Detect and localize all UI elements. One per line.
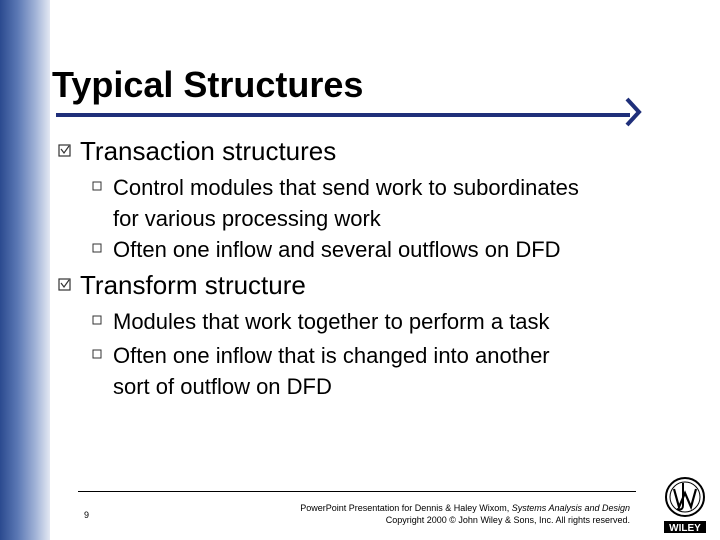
logo-wordmark: WILEY — [669, 523, 701, 534]
sub-bullet-line: Often one inflow that is changed into another — [113, 343, 550, 368]
footer-credits — [300, 502, 630, 526]
slide-title: Typical Structures — [52, 64, 364, 105]
footer-copyright: Copyright 2000 © John Wiley & Sons, Inc. All rights reserved. — [385, 515, 630, 525]
wiley-logo — [662, 475, 708, 535]
square-bullet-icon — [92, 181, 102, 191]
footer-credit-prefix: PowerPoint Presentation for Dennis & Haley Wixom, — [300, 503, 512, 513]
sub-bullet-line: Modules that work together to perform a task — [113, 309, 550, 334]
page-number: 9 — [84, 510, 90, 520]
square-bullet-icon — [92, 349, 102, 359]
left-gradient-band — [0, 0, 50, 540]
sub-bullet-line: Control modules that send work to subordinates — [113, 175, 579, 200]
title-underline — [56, 113, 630, 117]
footer-divider — [78, 491, 636, 492]
sub-bullet-line: sort of outflow on DFD — [113, 374, 332, 399]
square-bullet-icon — [92, 315, 102, 325]
sub-bullet-line: Often one inflow and several outflows on DFD — [113, 237, 561, 262]
checkbox-bullet-icon — [58, 144, 71, 157]
checkbox-bullet-icon — [58, 278, 71, 291]
square-bullet-icon — [92, 243, 102, 253]
bullet-text: Transaction structures — [80, 136, 337, 166]
arrow-right-icon — [625, 97, 643, 127]
sub-bullet-line: for various processing work — [113, 206, 381, 231]
bullet-text: Transform structure — [80, 270, 306, 300]
footer-book-title: Systems Analysis and Design — [511, 503, 630, 513]
